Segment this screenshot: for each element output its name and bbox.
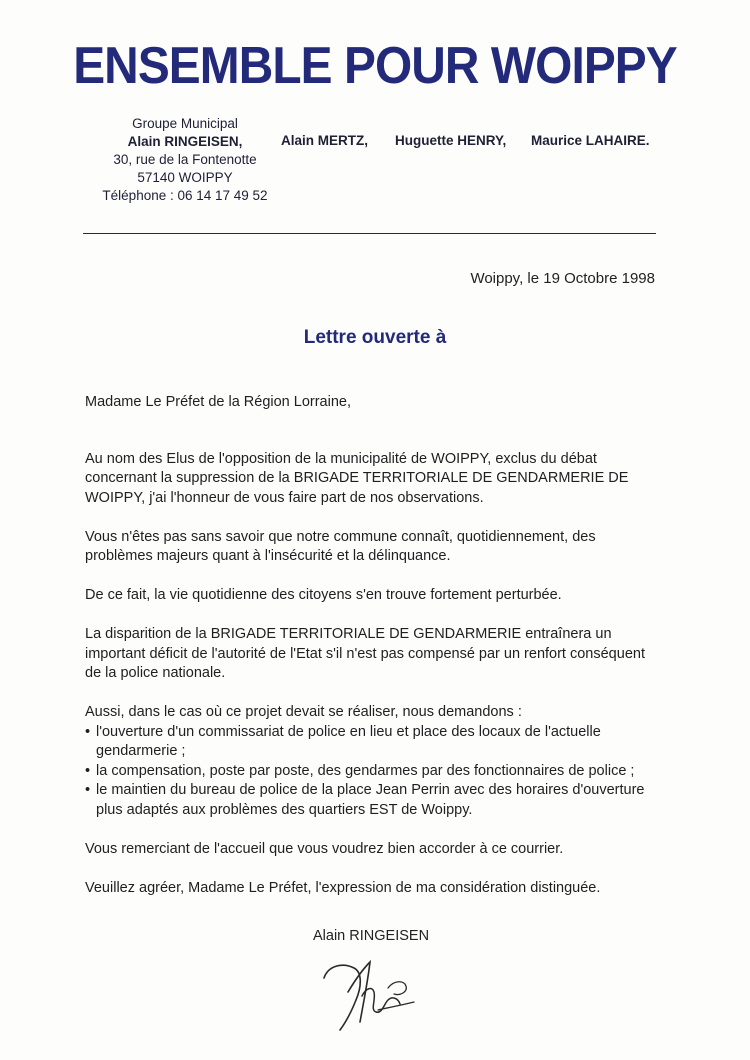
header-divider: [83, 233, 656, 234]
group-address-block: [85, 115, 285, 205]
letter-body: [85, 393, 660, 918]
paragraph: La disparition de la BRIGADE TERRITORIALE DE GENDARMERIE entraînera un important déficit de l'autorité de l'Etat s'il n'est pas compensé par un renfort conséquent de la police nationale.: [85, 626, 645, 681]
paragraph: Aussi, dans le cas où ce projet devait se réaliser, nous demandons :: [85, 704, 522, 720]
salutation: Madame Le Préfet de la Région Lorraine,: [85, 394, 351, 410]
handwritten-signature: [318, 952, 428, 1034]
letter-date: Woippy, le 19 Octobre 1998: [470, 270, 655, 287]
member-name: Maurice LAHAIRE.: [531, 133, 650, 148]
list-item: • le maintien du bureau de police de la place Jean Perrin avec des horaires d'ouverture plus adaptés aux problèmes des quartiers EST de Woippy.: [85, 781, 660, 820]
paragraph: Veuillez agréer, Madame Le Préfet, l'expression de ma considération distinguée.: [85, 879, 601, 896]
group-leader-name: Alain RINGEISEN,: [127, 134, 243, 149]
letterhead-title: ENSEMBLE POUR WOIPPY: [73, 37, 677, 95]
phone-number: Téléphone : 06 14 17 49 52: [102, 188, 268, 203]
group-label: Groupe Municipal: [132, 116, 238, 131]
paragraph: Vous remerciant de l'accueil que vous voudrez bien accorder à ce courrier.: [85, 840, 564, 857]
paragraph: Au nom des Elus de l'opposition de la municipalité de WOIPPY, exclus du débat concernant la suppression de la BRIGADE TERRITORIALE DE GENDARMERIE DE WOIPPY, j'ai l'honneur de vous faire part de nos observations.: [85, 450, 629, 506]
demands-list: [85, 723, 660, 821]
paragraph: De ce fait, la vie quotidienne des citoyens s'en trouve fortement perturbée.: [85, 587, 562, 603]
address-city: 57140 WOIPPY: [137, 170, 233, 185]
letter-subject: Lettre ouverte à: [303, 327, 447, 348]
signer-name: Alain RINGEISEN: [313, 928, 430, 944]
list-item: • la compensation, poste par poste, des gendarmes par des fonctionnaires de police ;: [85, 762, 660, 782]
list-item: • l'ouverture d'un commissariat de police en lieu et place des locaux de l'actuelle gendarmerie ;: [85, 723, 660, 762]
paragraph: Vous n'êtes pas sans savoir que notre commune connaît, quotidiennement, des problèmes majeurs quant à l'insécurité et la délinquance.: [85, 528, 596, 564]
member-name: Alain MERTZ,: [281, 133, 368, 148]
member-name: Huguette HENRY,: [395, 133, 507, 148]
address-street: 30, rue de la Fontenotte: [113, 152, 257, 167]
